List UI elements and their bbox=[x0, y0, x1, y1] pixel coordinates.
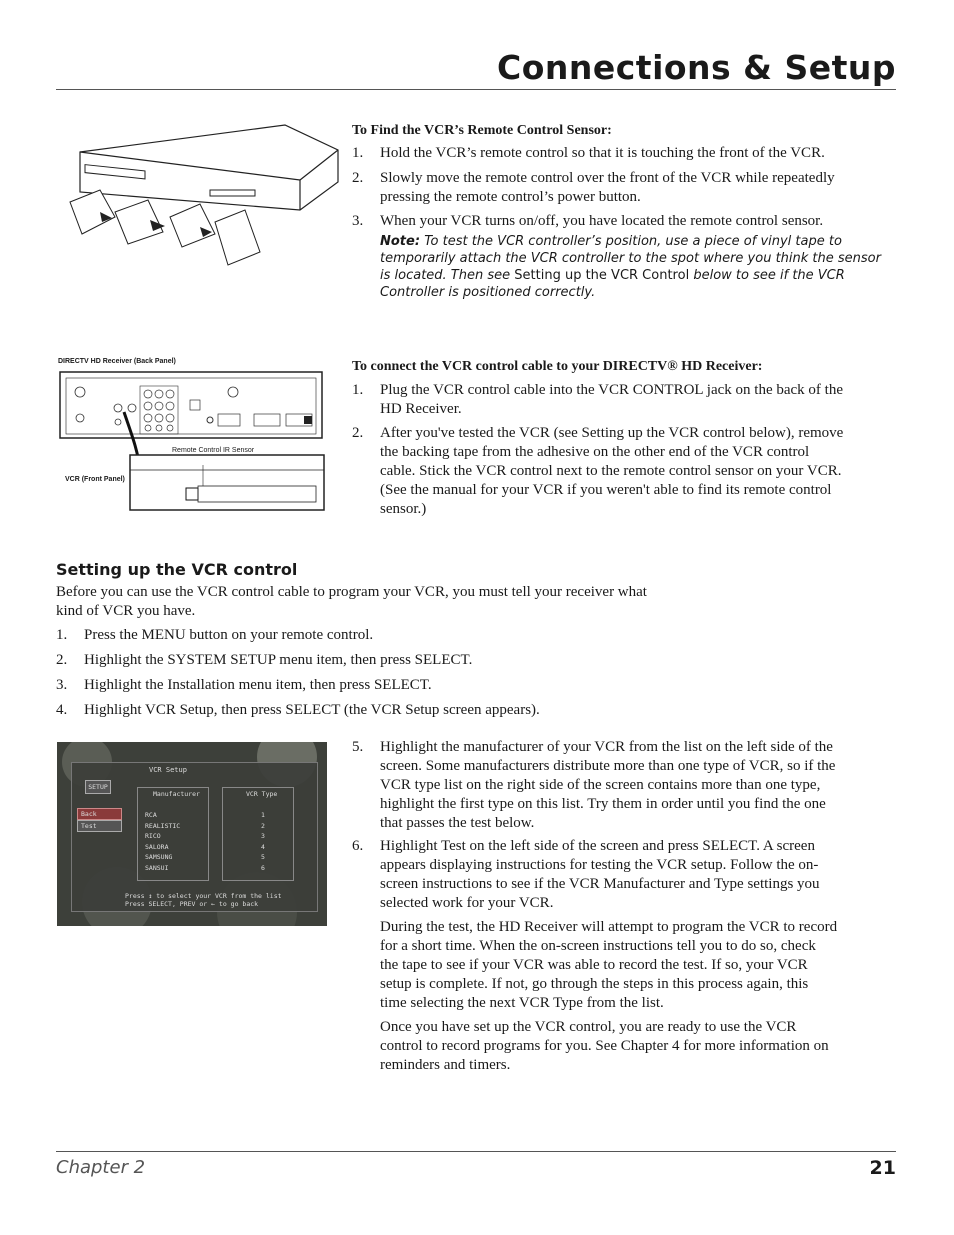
manufacturer-header: Manufacturer bbox=[153, 790, 200, 798]
screen-hint-1: Press ↕ to select your VCR from the list bbox=[125, 892, 282, 900]
vcr-label: VCR (Front Panel) bbox=[65, 476, 125, 483]
receiver-label: DIRECTV HD Receiver (Back Panel) bbox=[58, 358, 176, 365]
list-item[interactable]: RICO bbox=[145, 832, 161, 840]
footer-rule bbox=[56, 1151, 896, 1152]
setup-heading: Setting up the VCR control bbox=[56, 560, 298, 579]
manufacturer-items bbox=[145, 810, 180, 873]
page-number: 21 bbox=[869, 1157, 896, 1179]
test-button[interactable]: Test bbox=[77, 820, 122, 832]
setup-steps: 1. Press the MENU button on your remote control. 2. Highlight the SYSTEM SETUP menu item, then press SELECT. 3. Highlight the Installation menu item, then press SELECT. 4. Highlight VCR Setup, then press SELECT (the VCR Setup screen appears). bbox=[56, 627, 540, 718]
vcr-type-list[interactable] bbox=[222, 787, 294, 881]
later-steps: 5. Highlight the manufacturer of your VCR from the list on the left side of the screen. Some manufacturers distribute more than one type of VCR, so if the VCR type list on the right side of the screen contains more than one type, highlight the first type on this list. Try them in order until you find the one that passes the test below. 6. Highlight Test on the left side of the screen and press SELECT. A screen appears displaying instructions for testing the VCR setup. Follow the on- screen instructions to see if the VCR Manufacturer and Type settings you selected work for your VCR. During the test, the HD Receiver will attempt to program the VCR to record for a short time. When the on-screen instructions tell you to do so, check the tape to see if your VCR was able to record the test. If so, your VCR setup is complete. If not, go through the steps in this process again, this time selecting the next VCR Type from the list. Once you have set up the VCR control, you are ready to use the VCR control to record programs for you. See Chapter 4 for more information on reminders and timers. bbox=[352, 739, 838, 1073]
tab-setup[interactable]: SETUP bbox=[85, 780, 111, 794]
screen-title: VCR Setup bbox=[149, 766, 187, 774]
vcr-remote-illustration bbox=[60, 122, 345, 267]
page-title: Connections & Setup bbox=[496, 48, 896, 87]
back-button[interactable]: Back bbox=[77, 808, 122, 820]
remote-icon-4 bbox=[215, 210, 260, 265]
list-item[interactable]: RCA bbox=[145, 811, 157, 819]
remote-icon-1 bbox=[70, 190, 115, 234]
remote-icon-2 bbox=[115, 200, 163, 244]
connect-heading: To connect the VCR control cable to your DIRECTV® HD Receiver: bbox=[352, 359, 763, 374]
test-paragraph: During the test, the HD Receiver will attempt to program the VCR to record for a short time. When the on-screen instructions tell you to do so, check the tape to see if your VCR was able to record the test. If so, your VCR setup is complete. If not, go through the steps in this process again, this time selecting the next VCR Type from the list. bbox=[380, 919, 838, 1011]
note-block: Note: To test the VCR controller’s position, use a piece of vinyl tape to temporarily attach the VCR controller to the spot where you think the sensor is located. Then see Setting up the VCR Control below to see if the VCR Controller is positioned correctly. bbox=[380, 234, 881, 300]
list-item[interactable]: SAMSUNG bbox=[145, 853, 173, 861]
list-item[interactable]: 2 bbox=[261, 821, 265, 830]
vcr-setup-screenshot bbox=[57, 742, 327, 926]
list-item[interactable]: 3 bbox=[261, 832, 265, 840]
closing-paragraph: Once you have set up the VCR control, you are ready to use the VCR control to record programs for you. See Chapter 4 for more information on reminders and timers. bbox=[380, 1019, 829, 1073]
vcr-type-header: VCR Type bbox=[246, 790, 278, 798]
list-item[interactable]: 1 bbox=[261, 811, 265, 819]
setup-intro: Before you can use the VCR control cable to program your VCR, you must tell your receiver what kind of VCR you have. bbox=[56, 584, 647, 619]
list-item[interactable]: 4 bbox=[261, 842, 265, 851]
list-item[interactable]: SANSUI bbox=[145, 863, 169, 872]
sensor-heading: To Find the VCR’s Remote Control Sensor: bbox=[352, 123, 612, 138]
list-item[interactable]: SALORA bbox=[145, 842, 169, 851]
header-rule bbox=[56, 89, 896, 90]
sensor-steps: 1. Hold the VCR’s remote control so that it is touching the front of the VCR. 2. Slowly move the remote control over the front of the VCR while repeatedly pressing the remote control’s power button. 3. When your VCR turns on/off, you have located the remote control sensor. bbox=[352, 145, 835, 229]
connect-steps: 1. Plug the VCR control cable into the VCR CONTROL jack on the back of the HD Receiver. 2. After you've tested the VCR (see Setting up the VCR control below), remove the backing tape from the adhesive on the other end of the VCR control cable. Stick the VCR control next to the remote control sensor on your VCR. (See the manual for your VCR if you weren't able to find its remote control sensor.) bbox=[352, 382, 844, 517]
screen-hint-2: Press SELECT, PREV or ← to go back bbox=[125, 900, 259, 908]
connection-diagram bbox=[58, 370, 328, 515]
remote-icon-3 bbox=[170, 204, 215, 247]
list-item[interactable]: REALISTIC bbox=[145, 821, 181, 830]
footer-chapter: Chapter 2 bbox=[56, 1157, 146, 1178]
vcr-type-items bbox=[261, 810, 265, 873]
list-item[interactable]: 6 bbox=[261, 863, 265, 872]
sensor-label: Remote Control IR Sensor bbox=[172, 447, 255, 454]
note-label: Note: bbox=[380, 234, 421, 249]
list-item[interactable]: 5 bbox=[261, 853, 265, 861]
